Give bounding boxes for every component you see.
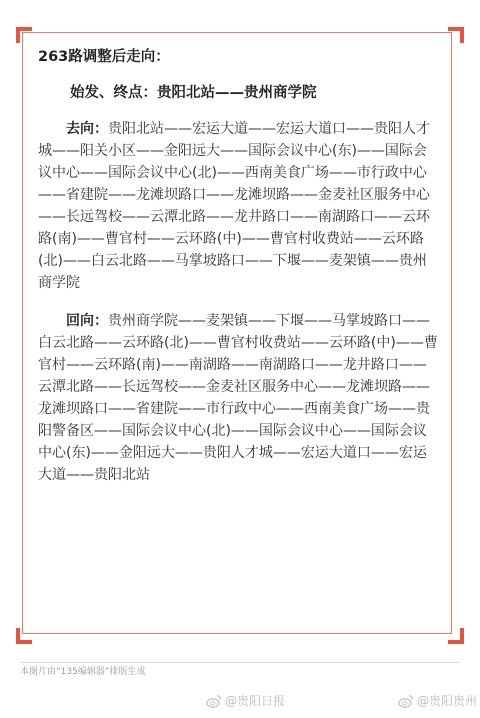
inbound-stops: 贵州商学院——麦架镇——下堰——马掌坡路口——白云北路——云环路(北)——曹官村收费站——云环路(中)——曹官村——云环路(南)——南湖路——南湖路口——龙井路口——云潭北路——长远驾校——金麦社区服务中心——龙滩坝路——龙滩坝路口——省建院——市行政中心——西南美食广场——贵阳警备区——国际会议中心(北)——国际会议中心——国际会议中心(东)——金阳远大——贵阳人才城——宏运大道口——宏运大道——贵阳北站 xyxy=(38,313,438,483)
frame-corner-bottom-left xyxy=(16,628,32,644)
footer-divider xyxy=(20,662,460,663)
watermark-left-text: @贵阳日报 xyxy=(225,694,286,708)
outbound-stops: 贵阳北站——宏运大道——宏运大道口——贵阳人才城——阳关小区——金阳远大——国际会议中心(东)——国际会议中心——国际会议中心(北)——西南美食广场——市行政中心——省建院——龙滩坝路口——龙滩坝路——金麦社区服务中心——长远驾校——云潭北路——龙井路口——南湖路口——云环路(南)——曹官村——云环路(中)——曹官村收费站——云环路(北)——白云北路——马掌坡路口——下堰——麦架镇——贵州商学院 xyxy=(38,121,430,291)
editor-credit: 本图片由“135编辑器”排版生成 xyxy=(20,667,146,677)
inbound-route xyxy=(38,310,440,486)
frame-corner-bottom-right xyxy=(448,628,464,644)
article-body xyxy=(38,46,440,502)
page-title: 263路调整后走向： xyxy=(38,49,170,65)
terminal-stations: 始发、终点：贵阳北站——贵州商学院 xyxy=(70,85,317,101)
watermark-right-text: @贵阳贵州 xyxy=(417,694,478,708)
weibo-watermark-left xyxy=(206,692,285,709)
frame-corner-top-left xyxy=(16,27,32,43)
outbound-label: 去向： xyxy=(66,121,108,137)
weibo-icon xyxy=(206,693,222,709)
weibo-watermark-right xyxy=(398,692,477,709)
frame-corner-top-right xyxy=(448,27,464,43)
outbound-route xyxy=(38,118,440,294)
weibo-icon xyxy=(398,693,414,709)
inbound-label: 回向： xyxy=(66,313,108,329)
